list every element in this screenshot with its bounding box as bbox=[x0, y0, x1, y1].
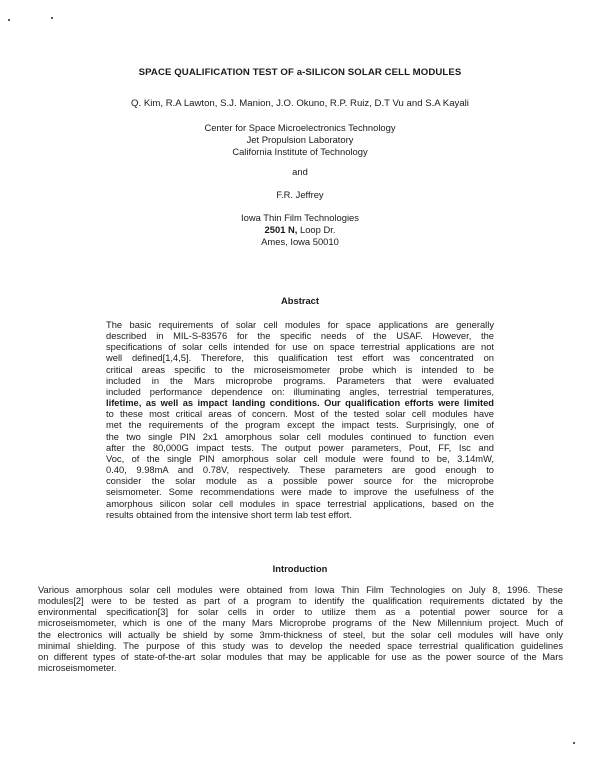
abstract-line: amorphous silicon solar cell modules in space terrestrial applications, based on the bbox=[106, 498, 494, 509]
affiliation-company: Iowa Thin Film Technologies bbox=[241, 212, 359, 223]
paper-title: SPACE QUALIFICATION TEST OF a-SILICON SOLAR CELL MODULES bbox=[138, 67, 462, 78]
scan-speck bbox=[573, 742, 575, 744]
abstract-line: Voc, of the single PIN amorphous solar cell module were found to be, 3.14mW, bbox=[106, 453, 494, 464]
intro-line: microseismometer. bbox=[38, 663, 117, 674]
abstract-line: included performance dependence on: illuminating angles, terrestrial temperatures, bbox=[106, 386, 494, 397]
affiliation-city: Ames, Iowa 50010 bbox=[261, 236, 339, 248]
abstract-heading: Abstract bbox=[280, 295, 320, 306]
affiliation-iowa bbox=[0, 212, 600, 249]
introduction-heading: Introduction bbox=[272, 563, 328, 574]
introduction-body bbox=[38, 585, 563, 674]
abstract-line: to these most critical areas of concern. Most of the tested solar cell modules have bbox=[106, 409, 494, 420]
intro-line: environmental specification[3] for solar cells in order to utilize them as a potential power source for a bbox=[38, 607, 563, 618]
abstract-line: 0.40, 9.98mA and 0.78V, respectively. These parameters are good enough to bbox=[106, 465, 494, 476]
affiliation-line: Jet Propulsion Laboratory bbox=[246, 134, 354, 146]
intro-line: the electronics will actually be shield by some 3mm-thickness of steel, but the solar cell modules will have only bbox=[38, 629, 563, 640]
abstract-line: seismometer. Some recommendations were made to improve the usefulness of the bbox=[106, 487, 494, 498]
affiliation-street: 2501 N, Loop Dr. bbox=[264, 224, 336, 236]
intro-line: minimal shielding. The purpose of this study was to develop the needed space terrestrial qualification guidelines bbox=[38, 640, 563, 651]
abstract-line: specifications of solar cells intended for use on space terrestrial applications are not bbox=[106, 342, 494, 353]
scan-speck bbox=[51, 17, 53, 19]
and-connector: and bbox=[292, 166, 308, 177]
scan-speck bbox=[8, 19, 10, 21]
abstract-body bbox=[106, 320, 494, 521]
intro-line: modules[2] were to be tested as part of a program to identify the qualification requirements dictated by the bbox=[38, 596, 563, 607]
abstract-line: lifetime, as well as impact landing conditions. Our qualification efforts were limited bbox=[106, 398, 494, 409]
abstract-line: met the requirements of the program except the impact tests. Surprisingly, one of bbox=[106, 420, 494, 431]
affiliation-jpl bbox=[0, 122, 600, 159]
second-author: F.R. Jeffrey bbox=[276, 189, 324, 200]
author-list: Q. Kim, R.A Lawton, S.J. Manion, J.O. Okuno, R.P. Ruiz, D.T Vu and S.A Kayali bbox=[131, 98, 469, 109]
intro-line: microseismometer, which is one of the many Mars Microprobe programs of the New Millennium project. Much of bbox=[38, 618, 563, 629]
abstract-line: the two single PIN 2x1 amorphous solar cell modules continued to function even bbox=[106, 431, 494, 442]
abstract-line: results obtained from the intensive short term lab test effort. bbox=[106, 509, 352, 520]
abstract-line: consider the solar module as a possible power source for the microprobe bbox=[106, 476, 494, 487]
intro-line: on different types of state-of-the-art solar modules that may be applicable for use as the power source of the Mars bbox=[38, 651, 563, 662]
abstract-line: included in the Mars microprobe programs. Parameters that were evaluated bbox=[106, 375, 494, 386]
affiliation-line: California Institute of Technology bbox=[232, 146, 368, 158]
abstract-line: well defined[1,4,5]. Therefore, this qualification test effort was concentrated on bbox=[106, 353, 494, 364]
affiliation-line: Center for Space Microelectronics Technology bbox=[204, 122, 396, 133]
abstract-line: after the 80,000G impact tests. The output power parameters, Pout, FF, Isc and bbox=[106, 442, 494, 453]
abstract-line: described in MIL-S-83576 for the specific needs of the USAF. However, the bbox=[106, 331, 494, 342]
intro-line: Various amorphous solar cell modules were obtained from Iowa Thin Film Technologies on July 8, 1996. These bbox=[38, 585, 563, 595]
abstract-line: critical areas specific to the microseismometer probe which is intended to be bbox=[106, 364, 494, 375]
street-number: 2501 N, bbox=[264, 224, 298, 236]
abstract-line: The basic requirements of solar cell modules for space applications are generally bbox=[106, 320, 494, 330]
